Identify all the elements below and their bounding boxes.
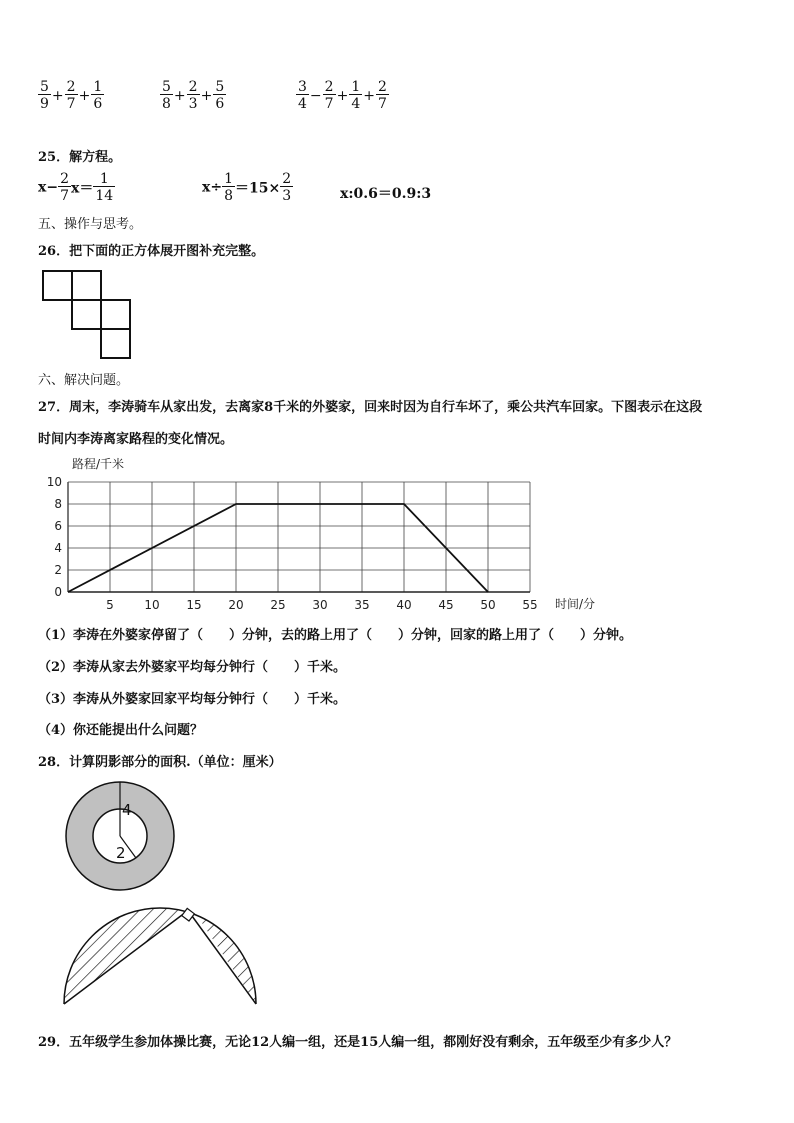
q27-text-line-2: 时间内李涛离家路程的变化情况。: [38, 432, 234, 447]
eq1-fraction-1: [58, 172, 71, 203]
numerator: 1: [93, 79, 103, 95]
x-tick-label: 25: [270, 598, 286, 612]
operator: +: [173, 87, 186, 104]
fraction: [38, 80, 51, 111]
operator: +: [51, 87, 64, 104]
y-axis-label: 路程/千米: [72, 457, 125, 471]
y-tick-label: 2: [54, 563, 62, 577]
eq1-fraction-2: [93, 172, 115, 203]
q27-sub-1: （1）李涛在外婆家停留了（ ）分钟，去的路上用了（ ）分钟，回家的路上用了（ ）分钟。: [38, 628, 633, 643]
q27-sub-2: （2）李涛从家去外婆家平均每分钟行（ ）千米。: [38, 660, 347, 675]
distance-time-chart: [30, 450, 630, 620]
fraction: [213, 80, 226, 111]
x-tick-label: 5: [106, 598, 114, 612]
q25-title: 25．解方程。: [38, 150, 122, 165]
net-square-4: [101, 300, 130, 329]
denominator: 4: [298, 96, 307, 112]
numerator: 5: [40, 79, 49, 95]
denominator: 7: [377, 96, 387, 112]
operator: +: [336, 87, 349, 104]
q25-equation-2: [202, 172, 293, 203]
fraction: [187, 80, 200, 111]
q28-title: 28．计算阴影部分的面积.（单位：厘米）: [38, 755, 282, 770]
x-tick-label: 50: [480, 598, 496, 612]
ring-figure: [60, 780, 180, 895]
numerator: 2: [282, 171, 292, 187]
net-square-5: [101, 329, 130, 358]
numerator: 2: [324, 79, 334, 95]
eq2-fraction-2: [280, 172, 293, 203]
section-6-heading: 六、解决问题。: [38, 373, 130, 388]
denominator: 8: [224, 188, 233, 204]
operator: +: [78, 87, 91, 104]
denominator: 6: [215, 96, 225, 112]
y-tick-label: 0: [54, 585, 62, 599]
denominator: 14: [95, 188, 114, 204]
y-tick-label: 10: [46, 475, 62, 489]
triangle-right-side: [192, 916, 256, 1004]
numerator: 2: [60, 171, 69, 187]
x-tick-label: 15: [186, 598, 202, 612]
denominator: 3: [282, 188, 292, 204]
fraction: [91, 80, 104, 111]
fraction: [296, 80, 309, 111]
net-square-1: [43, 271, 72, 300]
y-tick-label: 8: [54, 497, 62, 511]
operator: +: [363, 87, 375, 104]
fraction-expression-1: [38, 80, 104, 111]
left-hatched-region: [64, 900, 186, 1004]
outer-radius-label: 4: [122, 801, 132, 819]
eq1-middle: x＝: [71, 180, 94, 197]
operator: +: [200, 87, 213, 104]
y-tick-label: 4: [54, 541, 62, 555]
denominator: 8: [162, 96, 171, 112]
x-tick-label: 40: [396, 598, 412, 612]
semicircle-hatched-figure: [60, 900, 265, 1008]
fraction: [376, 80, 389, 111]
inner-radius-label: 2: [116, 844, 126, 862]
q27-sub-3: （3）李涛从外婆家回家平均每分钟行（ ）千米。: [38, 692, 347, 707]
fraction: [160, 80, 173, 111]
denominator: 7: [66, 96, 76, 112]
eq2-fraction-1: [222, 172, 235, 203]
q27-text-line-1: 27．周末，李涛骑车从家出发，去离家8千米的外婆家，回来时因为自行车坏了，乘公共汽车回家。下图表示在这段: [38, 400, 703, 415]
eq2-left: x÷: [202, 179, 223, 196]
fraction: [323, 80, 336, 111]
numerator: 5: [215, 79, 225, 95]
numerator: 1: [351, 79, 361, 95]
denominator: 9: [40, 96, 49, 112]
x-tick-label: 30: [312, 598, 328, 612]
numerator: 5: [162, 79, 171, 95]
fraction: [349, 80, 362, 111]
net-square-2: [72, 271, 101, 300]
q29-title: 29．五年级学生参加体操比赛，无论12人编一组，还是15人编一组，都刚好没有剩余，五年级至少有多少人？: [38, 1035, 678, 1050]
denominator: 6: [93, 96, 103, 112]
denominator: 7: [60, 188, 69, 204]
numerator: 2: [188, 79, 198, 95]
denominator: 3: [188, 96, 198, 112]
x-tick-label: 45: [438, 598, 454, 612]
numerator: 3: [298, 79, 307, 95]
section-5-heading: 五、操作与思考。: [38, 217, 143, 232]
q27-sub-4: （4）你还能提出什么问题？: [38, 723, 204, 738]
eq2-middle: ＝15×: [235, 180, 281, 197]
fraction-expression-2: [160, 80, 226, 111]
numerator: 2: [377, 79, 387, 95]
eq1-left: x−: [38, 179, 59, 196]
x-axis-label: 时间/分: [555, 597, 596, 611]
x-tick-label: 20: [228, 598, 244, 612]
fraction-expression-3: [296, 80, 389, 111]
numerator: 1: [224, 171, 233, 187]
operator: −: [309, 87, 322, 104]
x-tick-label: 55: [522, 598, 538, 612]
numerator: 1: [93, 172, 115, 187]
numerator: 2: [66, 79, 76, 95]
x-tick-label: 10: [144, 598, 160, 612]
net-square-3: [72, 300, 101, 329]
q25-equation-3: x:0.6＝0.9:3: [340, 186, 432, 202]
denominator: 4: [351, 96, 361, 112]
cube-net-figure: [40, 268, 132, 364]
right-hatched-region: [200, 900, 256, 1004]
denominator: 7: [324, 96, 334, 112]
q26-title: 26．把下面的正方体展开图补充完整。: [38, 244, 265, 259]
y-tick-label: 6: [54, 519, 62, 533]
x-tick-label: 35: [354, 598, 370, 612]
q25-equation-1: [38, 172, 115, 203]
fraction: [65, 80, 78, 111]
